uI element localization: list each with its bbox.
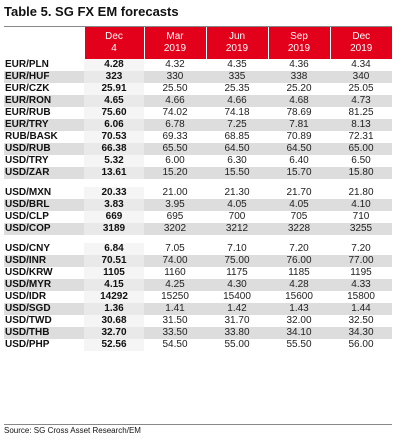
forecast-value: 74.00	[144, 255, 206, 267]
forecast-value: 31.50	[162, 315, 188, 326]
table-row	[4, 243, 392, 255]
currency-pair: EUR/CZK	[5, 83, 50, 94]
forecast-value: 33.80	[206, 327, 268, 339]
forecast-value: 64.50	[268, 143, 330, 155]
column-header-month: Jun	[228, 30, 246, 42]
forecast-value: 34.30	[330, 327, 392, 339]
column-header-year: 2019	[225, 42, 249, 54]
currency-pair: USD/SGD	[4, 303, 84, 315]
column-header-year: 4	[111, 42, 117, 54]
currency-pair: USD/TRY	[5, 155, 49, 166]
spot-value: 5.32	[84, 155, 144, 167]
forecast-value: 4.28	[268, 279, 330, 291]
group-spacer	[4, 179, 392, 187]
forecast-value: 4.36	[289, 59, 309, 70]
forecast-value: 33.50	[144, 327, 206, 339]
spot-value: 1.36	[84, 303, 144, 315]
forecast-value: 21.30	[224, 187, 250, 198]
forecast-value: 65.50	[144, 143, 206, 155]
forecast-value: 72.31	[348, 131, 374, 142]
table-row	[4, 167, 392, 179]
spot-value: 75.60	[84, 107, 144, 119]
forecast-value: 6.78	[144, 119, 206, 131]
spot-value: 70.51	[84, 255, 144, 267]
spot-value: 14292	[84, 291, 144, 303]
forecast-value: 340	[330, 71, 392, 83]
forecast-value: 710	[352, 211, 370, 222]
forecast-value: 4.73	[330, 95, 392, 107]
forecast-value: 54.50	[162, 339, 188, 350]
forecast-value: 6.40	[289, 155, 309, 166]
forecast-value: 21.80	[348, 187, 374, 198]
forecast-value: 68.85	[224, 131, 250, 142]
source-note: Source: SG Cross Asset Research/EM	[4, 426, 141, 435]
forecast-value: 15800	[347, 291, 375, 302]
spot-value: 6.84	[84, 243, 144, 255]
spacer-cell	[4, 179, 392, 187]
currency-pair: USD/RUB	[4, 143, 84, 155]
forecast-value: 4.25	[144, 279, 206, 291]
forecast-value: 1.42	[206, 303, 268, 315]
spot-value: 3189	[84, 223, 144, 235]
header-blank-cell	[4, 26, 84, 59]
forecast-table	[4, 26, 392, 351]
spot-value: 3.83	[84, 199, 144, 211]
forecast-value: 3212	[206, 223, 268, 235]
forecast-value: 4.66	[144, 95, 206, 107]
forecast-value: 4.05	[268, 199, 330, 211]
forecast-value: 64.50	[206, 143, 268, 155]
forecast-value: 32.50	[348, 315, 374, 326]
table-title: Table 5. SG FX EM forecasts	[4, 4, 179, 19]
forecast-value: 4.05	[206, 199, 268, 211]
table-header	[4, 26, 392, 59]
forecast-value: 7.25	[206, 119, 268, 131]
column-header-month: Sep	[290, 30, 308, 42]
currency-pair: USD/COP	[4, 223, 84, 235]
currency-pair: USD/KRW	[5, 267, 53, 278]
spacer-cell	[4, 235, 392, 243]
currency-pair: USD/TWD	[5, 315, 52, 326]
currency-pair: USD/CNY	[5, 243, 51, 254]
spot-value: 1105	[84, 267, 144, 279]
forecast-value: 25.20	[286, 83, 312, 94]
spot-value: 52.56	[84, 339, 144, 351]
forecast-value: 56.00	[348, 339, 374, 350]
forecast-value: 7.20	[351, 243, 371, 254]
forecast-value: 1.43	[268, 303, 330, 315]
spot-value: 4.15	[84, 279, 144, 291]
forecast-value: 78.69	[286, 107, 312, 118]
forecast-value: 7.05	[165, 243, 185, 254]
forecast-value: 7.20	[289, 243, 309, 254]
forecast-value: 1.41	[144, 303, 206, 315]
group-spacer	[4, 235, 392, 243]
forecast-value: 34.10	[268, 327, 330, 339]
forecast-value: 330	[144, 71, 206, 83]
forecast-value: 15.50	[206, 167, 268, 179]
table-row	[4, 327, 392, 339]
column-header	[84, 26, 144, 59]
table-row	[4, 131, 392, 143]
currency-pair: EUR/RON	[4, 95, 84, 107]
forecast-value: 6.30	[227, 155, 247, 166]
forecast-value: 335	[206, 71, 268, 83]
spot-value: 669	[84, 211, 144, 223]
currency-pair: USD/MXN	[5, 187, 52, 198]
forecast-value: 31.70	[224, 315, 250, 326]
forecast-value: 4.33	[330, 279, 392, 291]
currency-pair: EUR/RUB	[5, 107, 51, 118]
forecast-value: 70.89	[286, 131, 312, 142]
spot-value: 6.06	[84, 119, 144, 131]
table-row	[4, 255, 392, 267]
table-row	[4, 71, 392, 83]
forecast-value: 21.00	[162, 187, 188, 198]
table-row	[4, 223, 392, 235]
forecast-value: 1175	[226, 267, 248, 278]
forecast-value: 74.18	[224, 107, 250, 118]
forecast-value: 6.00	[165, 155, 185, 166]
table-row	[4, 199, 392, 211]
forecast-value: 705	[290, 211, 308, 222]
forecast-value: 4.30	[206, 279, 268, 291]
column-header-month: Dec	[105, 30, 123, 42]
forecast-value: 74.02	[162, 107, 188, 118]
table-row	[4, 279, 392, 291]
forecast-value: 55.00	[224, 339, 250, 350]
table-row	[4, 59, 392, 71]
table-row	[4, 267, 392, 279]
forecast-value: 25.50	[162, 83, 188, 94]
currency-pair: EUR/TRY	[4, 119, 84, 131]
forecast-value: 69.33	[162, 131, 188, 142]
table-row	[4, 187, 392, 199]
forecast-value: 25.35	[224, 83, 250, 94]
table-row	[4, 155, 392, 167]
spot-value: 70.53	[84, 131, 144, 143]
forecast-value: 3202	[144, 223, 206, 235]
bottom-rule	[4, 424, 392, 425]
spot-value: 4.28	[84, 59, 144, 71]
table-row	[4, 339, 392, 351]
forecast-value: 15.20	[144, 167, 206, 179]
forecast-value: 4.66	[206, 95, 268, 107]
spot-value: 66.38	[84, 143, 144, 155]
spot-value: 323	[84, 71, 144, 83]
forecast-value: 3228	[268, 223, 330, 235]
currency-pair: USD/ZAR	[4, 167, 84, 179]
currency-pair: RUB/BASK	[5, 131, 58, 142]
column-header-month: Mar	[166, 30, 184, 42]
forecast-value: 15600	[285, 291, 313, 302]
forecast-value: 81.25	[348, 107, 374, 118]
forecast-value: 4.32	[165, 59, 185, 70]
column-header-year: 2019	[287, 42, 311, 54]
table-row	[4, 291, 392, 303]
forecast-value: 3255	[330, 223, 392, 235]
top-rule	[4, 26, 392, 27]
spot-value: 20.33	[84, 187, 144, 199]
column-header	[144, 26, 206, 59]
table-row	[4, 119, 392, 131]
currency-pair: EUR/PLN	[5, 59, 49, 70]
currency-pair: EUR/HUF	[4, 71, 84, 83]
currency-pair: USD/THB	[4, 327, 84, 339]
table-row	[4, 303, 392, 315]
forecast-value: 76.00	[268, 255, 330, 267]
forecast-value: 25.05	[348, 83, 374, 94]
forecast-value: 4.68	[268, 95, 330, 107]
table-row	[4, 315, 392, 327]
forecast-value: 4.35	[227, 59, 247, 70]
spot-value: 4.65	[84, 95, 144, 107]
column-header	[330, 26, 392, 59]
forecast-value: 700	[228, 211, 246, 222]
spot-value: 32.70	[84, 327, 144, 339]
forecast-value: 1160	[164, 267, 186, 278]
forecast-value: 15250	[161, 291, 189, 302]
column-header-month: Dec	[352, 30, 371, 42]
forecast-value: 8.13	[330, 119, 392, 131]
spot-value: 13.61	[84, 167, 144, 179]
currency-pair: USD/CLP	[5, 211, 49, 222]
currency-pair: USD/INR	[4, 255, 84, 267]
forecast-value: 55.50	[286, 339, 312, 350]
forecast-value: 77.00	[330, 255, 392, 267]
forecast-value: 4.10	[330, 199, 392, 211]
forecast-value: 21.70	[286, 187, 312, 198]
forecast-value: 1195	[350, 267, 372, 278]
forecast-value: 7.10	[227, 243, 247, 254]
currency-pair: USD/PHP	[5, 339, 50, 350]
currency-pair: USD/IDR	[5, 291, 47, 302]
currency-pair: USD/MYR	[4, 279, 84, 291]
forecast-value: 32.00	[286, 315, 312, 326]
forecast-value: 3.95	[144, 199, 206, 211]
table-body	[4, 59, 392, 351]
forecast-value: 1.44	[330, 303, 392, 315]
forecast-value: 15400	[223, 291, 251, 302]
forecast-value: 15.80	[330, 167, 392, 179]
forecast-value: 15.70	[268, 167, 330, 179]
forecast-value: 7.81	[268, 119, 330, 131]
currency-pair: USD/BRL	[4, 199, 84, 211]
forecast-value: 75.00	[206, 255, 268, 267]
table-row	[4, 211, 392, 223]
spot-value: 30.68	[84, 315, 144, 327]
column-header-year: 2019	[163, 42, 187, 54]
column-header-year: 2019	[350, 42, 373, 54]
forecast-value: 4.34	[351, 59, 371, 70]
table-row	[4, 95, 392, 107]
table-row	[4, 107, 392, 119]
spot-value: 25.91	[84, 83, 144, 95]
column-header	[206, 26, 268, 59]
forecast-value: 1185	[288, 267, 310, 278]
forecast-value: 6.50	[351, 155, 371, 166]
table-row	[4, 83, 392, 95]
table-row	[4, 143, 392, 155]
forecast-value: 65.00	[330, 143, 392, 155]
forecast-value: 695	[166, 211, 184, 222]
column-header	[268, 26, 330, 59]
forecast-value: 338	[268, 71, 330, 83]
